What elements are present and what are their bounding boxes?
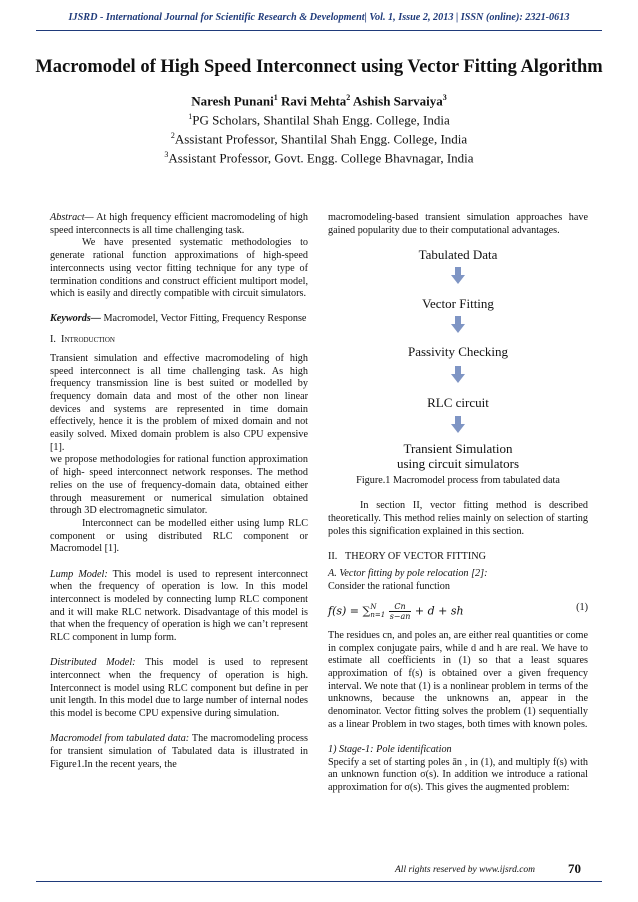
page-number: 70 xyxy=(568,861,581,876)
affiliation xyxy=(0,131,638,147)
equation-body xyxy=(328,602,464,621)
flow-step-line: Transient Simulation xyxy=(403,441,513,457)
author-sup: 2 xyxy=(346,93,351,102)
down-arrow-icon xyxy=(451,416,465,433)
keywords-text: Macromodel, Vector Fitting, Frequency Response xyxy=(100,313,307,325)
running-header: IJSRD - International Journal for Scientific Research & Development| Vol. 1, Issue 2, 2013 | ISSN (online): 2321-0613 xyxy=(68,12,570,23)
left-column xyxy=(50,212,308,771)
abstract-text: At high frequency efficient macromodeling of high speed interconnects is all time challenging task. xyxy=(50,212,308,236)
flow-step-rlc-circuit: RLC circuit xyxy=(427,395,489,411)
affiliation-sup: 3 xyxy=(164,150,169,159)
down-arrow-icon xyxy=(451,267,465,284)
footer-rule xyxy=(36,881,602,882)
lump-model-label: Lump Model: xyxy=(50,568,108,580)
macromodel-text: The macromodeling process for transient simulation of Tabulated data is illustrated in Figure1.In the recent years, the xyxy=(50,733,308,770)
keywords-paragraph xyxy=(50,313,308,326)
affiliation-text: Assistant Professor, Shantilal Shah Engg. College, India xyxy=(174,131,468,147)
continuation-paragraph: macromodeling-based transient simulation approaches have gained popularity due to their computational advantages. xyxy=(328,212,588,236)
flow-step-transient-simulation xyxy=(328,441,588,471)
author-name: Naresh Punani xyxy=(191,93,274,109)
affiliation-text: Assistant Professor, Govt. Engg. College Bhavnagar, India xyxy=(168,150,474,166)
flow-step-vector-fitting: Vector Fitting xyxy=(422,296,494,312)
paper-title: Macromodel of High Speed Interconnect using Vector Fitting Algorithm xyxy=(35,57,603,77)
equation-1 xyxy=(328,600,588,620)
section-heading-introduction xyxy=(50,334,308,347)
author-name: Ravi Mehta xyxy=(280,93,347,109)
section-title: THEORY OF VECTOR FITTING xyxy=(344,550,487,562)
keywords-label: Keywords— xyxy=(50,313,101,325)
consider-text: Consider the rational function xyxy=(328,581,450,593)
residues-paragraph: The residues cn, and poles an, are either real quantities or come in complex conjugate pairs, while d and h are real. We have to estimate all coefficients in (1) so that a least squares approximation of f(s) is obtained over a given frequency interval. We note that (1) is a nonlinear problem in terms of the unknowns, because the unknowns an, appear in the denominator. Vector fitting solves the problem (1) sequentially as a linear Problem in two stages, both times with known poles. xyxy=(328,629,588,730)
section-heading-theory xyxy=(328,551,588,564)
flow-step-tabulated-data: Tabulated Data xyxy=(418,247,498,263)
header-rule xyxy=(36,30,602,31)
sum-upper: N xyxy=(370,603,377,612)
footer-rights: All rights reserved by www.ijsrd.com xyxy=(395,865,536,875)
macromodel-paragraph xyxy=(50,733,308,771)
figure-caption: Figure.1 Macromodel process from tabulated data xyxy=(356,475,560,487)
affiliation-sup: 2 xyxy=(170,131,175,140)
section-intro-paragraph: In section II, vector fitting method is described theoretically. This method relies mainly on selection of starting poles this signification explained in this section. xyxy=(328,500,588,537)
affiliation xyxy=(0,112,638,128)
abstract-label: Abstract— xyxy=(50,212,94,223)
distributed-model-label: Distributed Model: xyxy=(50,657,136,669)
section-numeral: II. xyxy=(328,550,338,562)
down-arrow-icon xyxy=(451,366,465,383)
author-list xyxy=(0,93,638,109)
section-title: Introduction xyxy=(61,334,115,346)
abstract-paragraph xyxy=(50,212,308,237)
intro-paragraph-2: we propose methodologies for rational function approximation of high- speed interconnect network responses. The method relies on the use of frequency-domain data, obtained either through measurement or numerical simulation obtained through 3D electromagnetic simulator. xyxy=(50,454,308,517)
right-column xyxy=(328,212,588,795)
abstract-paragraph-2: We have presented systematic methodologies to generate rational function approximations of high-speed interconnects using vector fitting technique for any type of termination conditions and construct efficient multiport model, which is easily and directly compatible with circuit simulators. xyxy=(50,237,308,300)
down-arrow-icon xyxy=(451,316,465,333)
affiliation-text: PG Scholars, Shantilal Shah Engg. College, India xyxy=(192,112,450,128)
lump-model-paragraph xyxy=(50,569,308,645)
fraction-numerator: Cn xyxy=(389,602,412,612)
intro-paragraph-1: Transient simulation and effective macromodeling of high speed interconnect is all time challenging task. As high frequency transmission line is best suited or modelled by frequency domain data and most of the other non linear devices and systems are represented in time domain effectively, hence it is the problem of mixed domain and not easily solved. Mixed domain problem is also CPU expensive [1]. xyxy=(50,352,308,453)
flow-step-passivity-checking: Passivity Checking xyxy=(407,344,509,360)
lump-model-text: This model is used to represent interconnect when the frequency of operation is low. In this model interconnect is modeled by connecting lump RLC component and it will make RLC network. Disadvantage of this model is that when the frequency of operation is high we can’t represent RLC component in lump form. xyxy=(50,568,308,644)
fraction-denominator: s−an xyxy=(389,611,411,621)
sum-lower: n=1 xyxy=(370,611,386,620)
stage-1-paragraph: Specify a set of starting poles ān , in (1), and multiply f(s) with an unknown function σ(s). In addition we introduce a rational approximation for σ(s). This gives the augmented problem: xyxy=(328,756,588,794)
affiliation-sup: 1 xyxy=(188,112,193,121)
equation-lhs: f(s) = ∑ xyxy=(328,604,371,618)
equation-fraction xyxy=(389,602,412,621)
author-sup: 1 xyxy=(273,93,278,102)
flow-diagram xyxy=(328,243,588,475)
subsection-heading: A. Vector fitting by pole relocation [2]: xyxy=(328,568,488,580)
macromodel-label: Macromodel from tabulated data: xyxy=(50,733,190,745)
distributed-model-text: This model is used to represent interconnect when the frequency of operation is high. Interconnect is model using RLC component but define in per unit length. In this model due to large number of internal nodes this model is become CPU expensive during simulation. xyxy=(50,657,308,720)
author-name: Ashish Sarvaiya xyxy=(352,93,443,109)
intro-paragraph-3: Interconnect can be modelled either using lump RLC component or using distributed RLC component or Macromodel [1]. xyxy=(50,517,308,555)
distributed-model-paragraph xyxy=(50,657,308,721)
equation-number: (1) xyxy=(576,601,588,613)
flow-step-line: using circuit simulators xyxy=(396,456,520,472)
equation-rhs: + d + sh xyxy=(411,604,464,618)
section-numeral: I. xyxy=(50,334,56,346)
author-sup: 3 xyxy=(442,93,447,102)
affiliation xyxy=(0,150,638,166)
stage-1-heading: 1) Stage-1: Pole identification xyxy=(328,743,452,755)
